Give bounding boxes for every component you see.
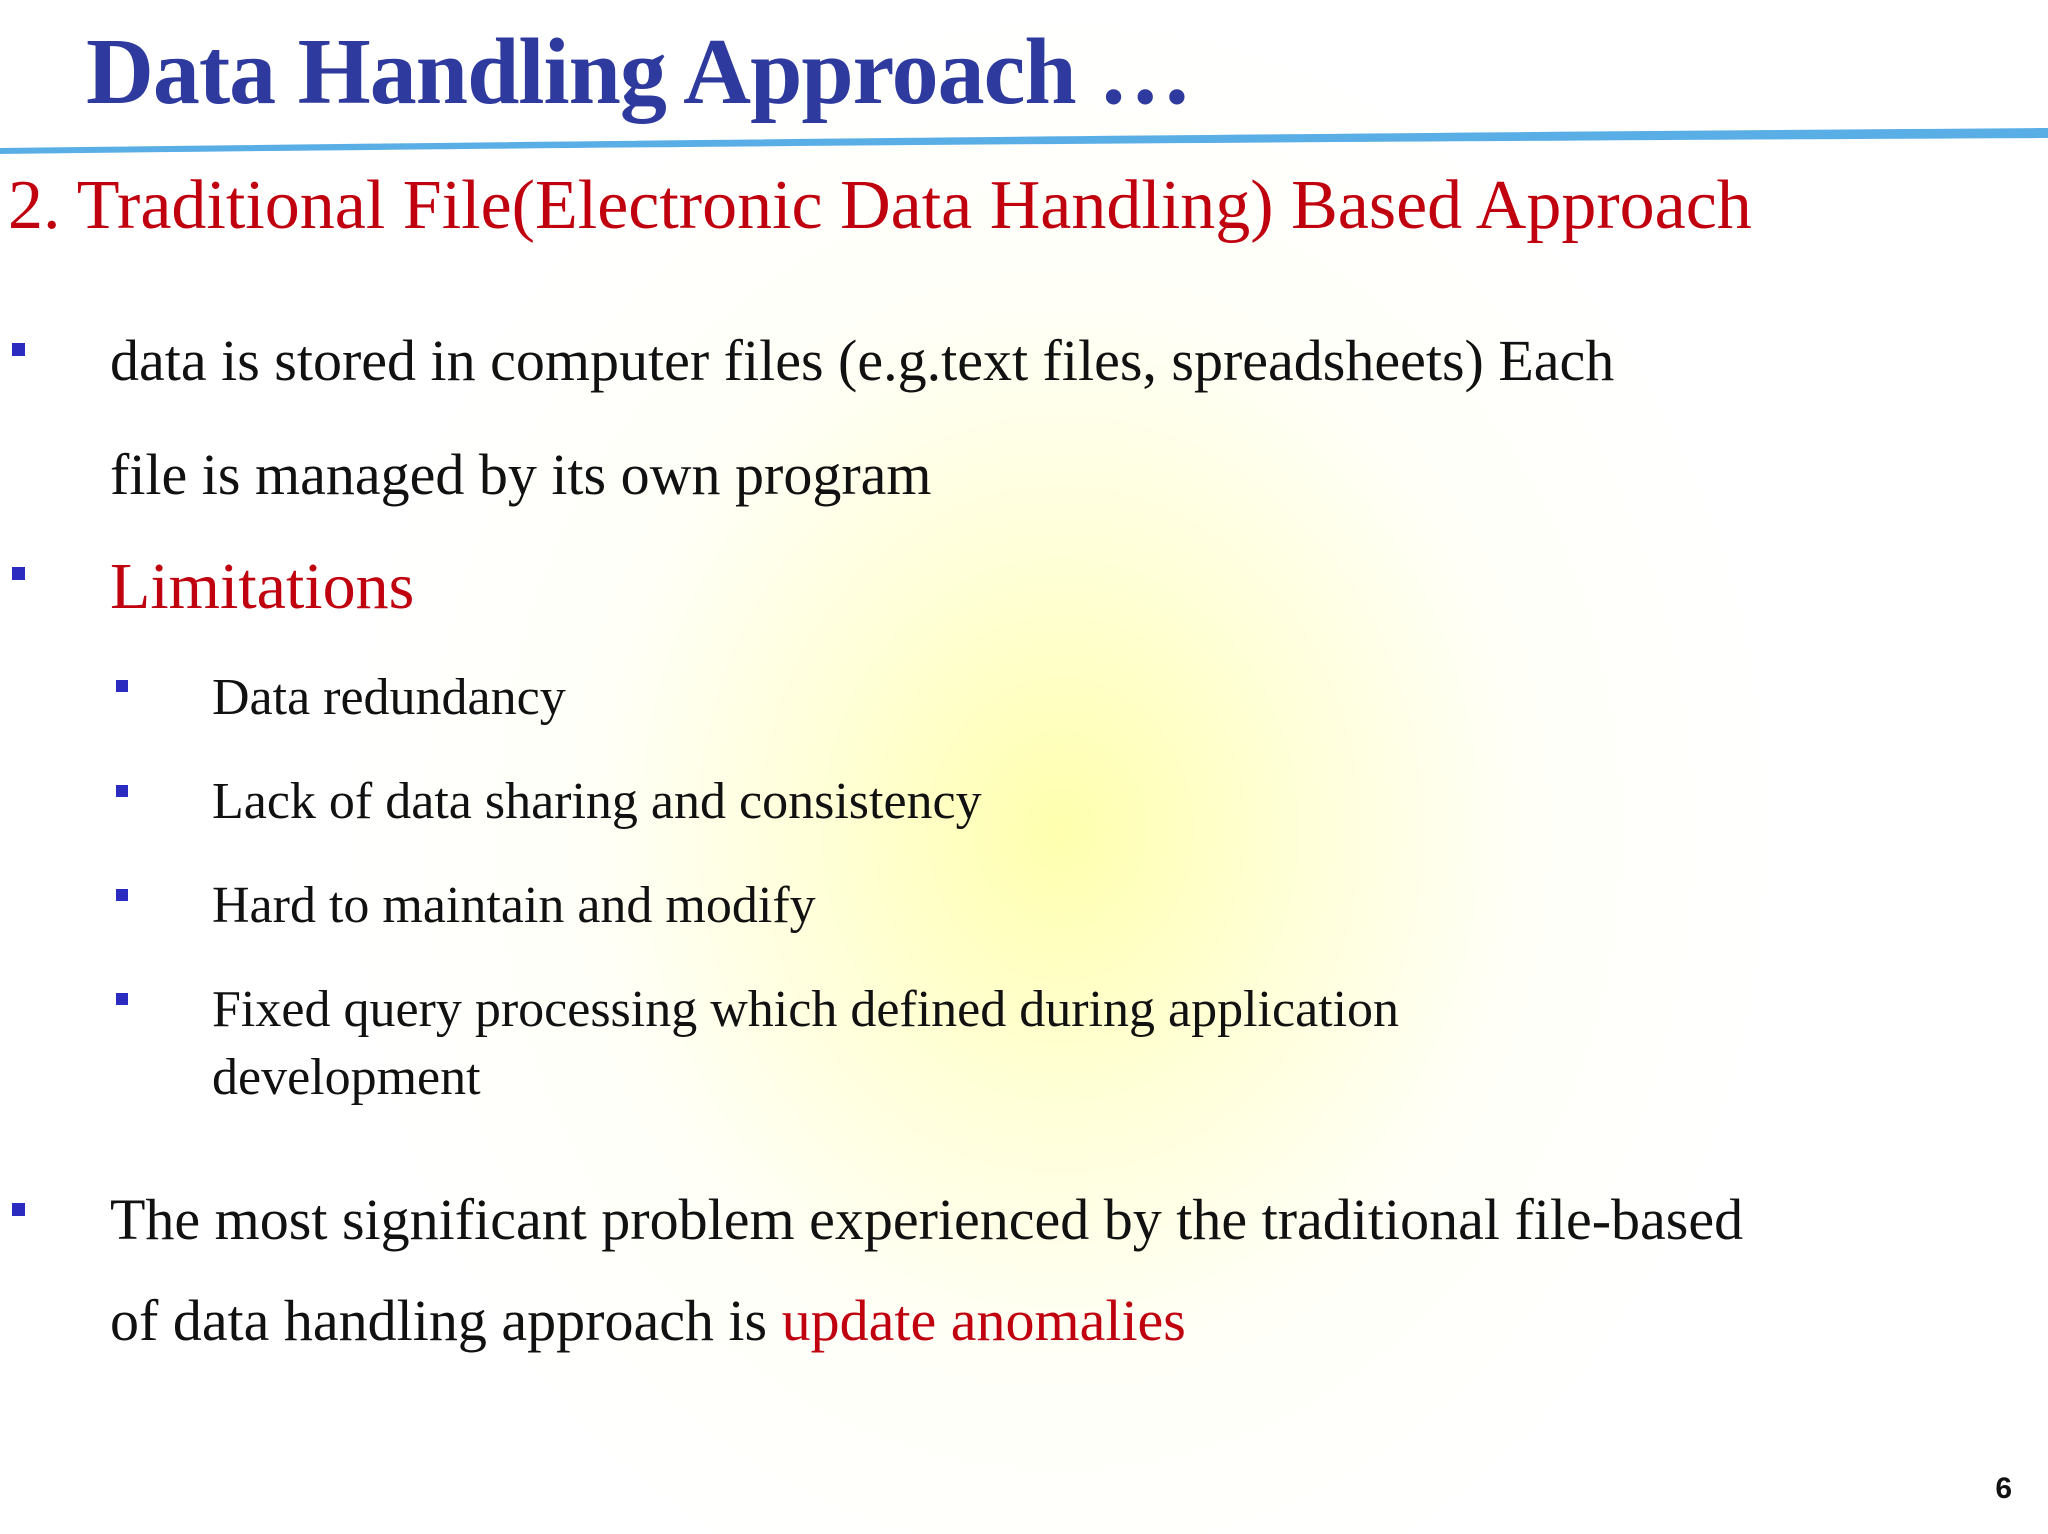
- slide-subtitle: 2. Traditional File(Electronic Data Handling) Based Approach: [8, 167, 1752, 244]
- page-number: 6: [1995, 1472, 2012, 1505]
- storage-text-line-1: data is stored in computer files (e.g.text files, spreadsheets) Each: [110, 328, 1615, 393]
- title-underline-rule: [0, 124, 2048, 154]
- limitation-item-line-2: development: [212, 1049, 481, 1106]
- problem-text-line-2: [110, 1264, 1186, 1378]
- bullet-marker: [12, 567, 25, 580]
- sub-bullet-marker: [116, 993, 128, 1005]
- slide-title: Data Handling Approach …: [86, 20, 1192, 124]
- storage-text-line-2: file is managed by its own program: [110, 442, 932, 507]
- limitation-item-line-1: Fixed query processing which defined during application: [212, 981, 1400, 1038]
- update-anomalies-highlight: update anomalies: [781, 1288, 1186, 1353]
- sub-bullet-marker: [116, 680, 128, 692]
- problem-text-prefix: of data handling approach is: [110, 1288, 782, 1353]
- sub-bullet-marker: [116, 889, 128, 901]
- limitation-item: Data redundancy: [212, 669, 566, 726]
- problem-text-line-1: The most significant problem experienced by the traditional file-based: [110, 1187, 1744, 1252]
- limitation-item: Lack of data sharing and consistency: [212, 773, 982, 830]
- limitation-item: Hard to maintain and modify: [212, 877, 816, 934]
- bullet-marker: [12, 1203, 25, 1216]
- sub-bullet-marker: [116, 785, 128, 797]
- limitations-heading: Limitations: [110, 550, 415, 623]
- bullet-marker: [12, 343, 25, 356]
